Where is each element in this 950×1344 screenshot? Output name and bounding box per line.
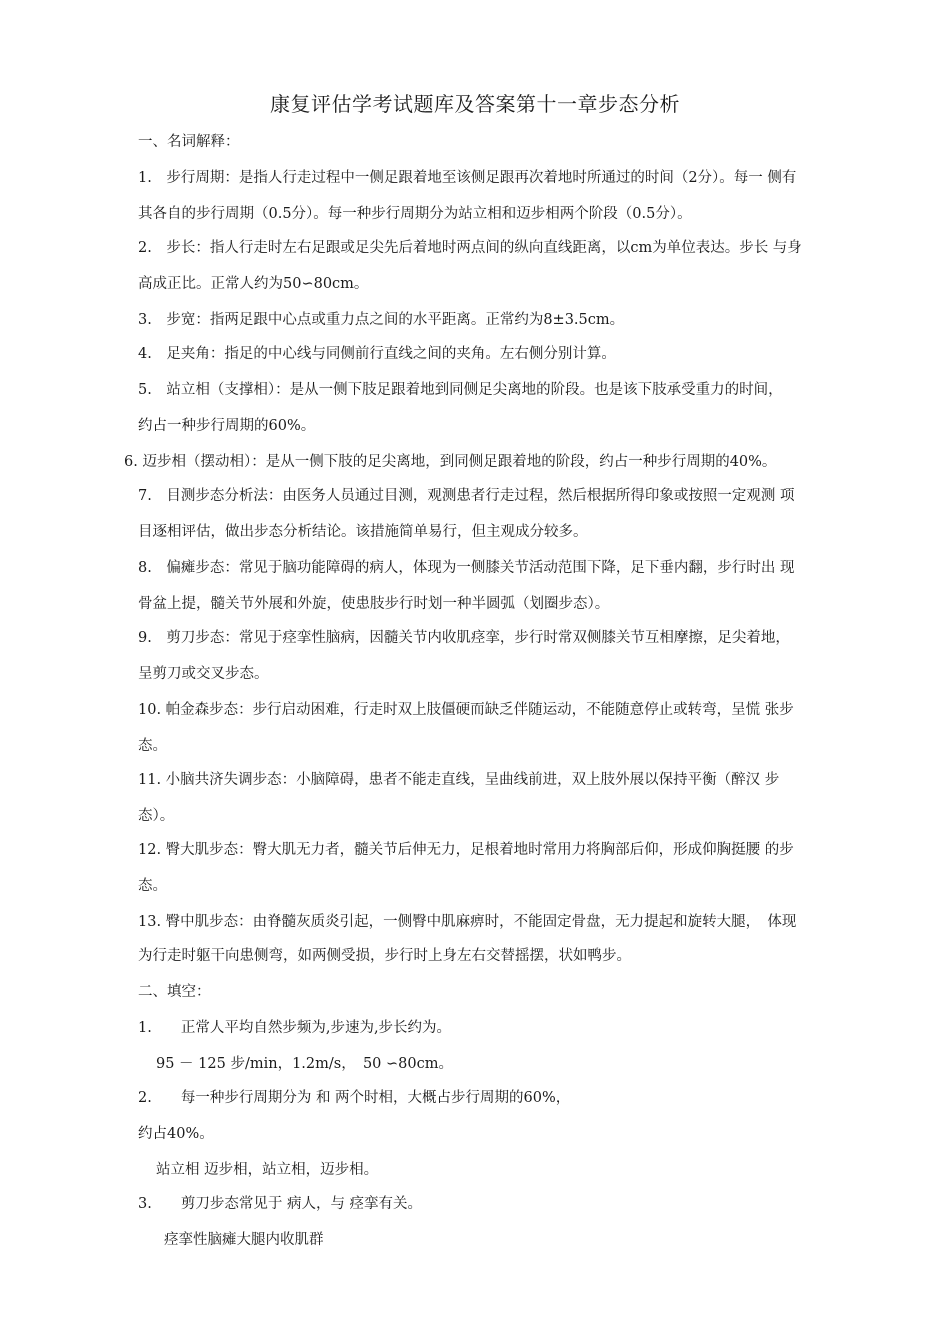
definition-10-line-1: 10. 帕金森步态：步行启动困难，行走时双上肢僵硬而缺乏伴随运动，不能随意停止或转弯，呈慌 张步: [138, 702, 794, 718]
definition-11-line-1: 11. 小脑共济失调步态：小脑障碍，患者不能走直线，呈曲线前进，双上肢外展以保持平衡（醉汉 步: [138, 772, 780, 788]
definition-5-line-2: 约占一种步行周期的60%。: [138, 418, 316, 434]
definition-12-line-2: 态。: [138, 878, 167, 894]
definition-12-line-1: 12. 臀大肌步态：臀大肌无力者，髓关节后伸无力，足根着地时常用力将胸部后仰，形成仰胸挺腰 的步: [138, 842, 794, 858]
definition-7-line-2: 目逐相评估，做出步态分析结论。该措施简单易行，但主观成分较多。: [138, 524, 588, 540]
definition-5-line-1: 5. 站立相（支撑相）：是从一侧下肢足跟着地到同侧足尖离地的阶段。也是该下肢承受重力的时间，: [138, 382, 783, 398]
fill-in-3-question: 3. 剪刀步态常见于 病人，与 痉挛有关。: [138, 1196, 423, 1212]
section-heading-fill-in: 二、填空：: [138, 984, 211, 1000]
definition-9-line-1: 9. 剪刀步态：常见于痉挛性脑病，因髓关节内收肌痉挛，步行时常双侧膝关节互相摩擦，足尖着地，: [138, 630, 790, 646]
fill-in-1-answer: 95 － 125 步/min，1.2m/s， 50 ∽80cm。: [156, 1056, 453, 1072]
fill-in-2-question-line-1: 2. 每一种步行周期分为 和 两个时相，大概占步行周期的60%，: [138, 1090, 571, 1106]
definition-1-line-1: 1. 步行周期：是指人行走过程中一侧足跟着地至该侧足跟再次着地时所通过的时间（2分）。每一 侧有: [138, 170, 797, 186]
definition-4: 4. 足夹角：指足的中心线与同侧前行直线之间的夹角。左右侧分别计算。: [138, 346, 616, 362]
definition-2-line-2: 高成正比。正常人约为50∽80cm。: [138, 276, 369, 292]
definition-9-line-2: 呈剪刀或交叉步态。: [138, 666, 269, 682]
definition-1-line-2: 其各自的步行周期（0.5分）。每一种步行周期分为站立相和迈步相两个阶段（0.5分）。: [138, 206, 692, 222]
fill-in-3-answer: 痉挛性脑瘫大腿内收肌群: [164, 1232, 324, 1248]
definition-11-line-2: 态）。: [138, 808, 175, 824]
definition-10-line-2: 态。: [138, 738, 167, 754]
definition-8-line-1: 8. 偏瘫步态：常见于脑功能障碍的病人，体现为一侧膝关节活动范围下降，足下垂内翻，步行时出 现: [138, 560, 795, 576]
definition-6: 6. 迈步相（摆动相）：是从一侧下肢的足尖离地，到同侧足跟着地的阶段，约占一种步行周期的40%。: [124, 454, 777, 470]
fill-in-2-question-line-2: 约占40%。: [138, 1126, 214, 1142]
fill-in-2-answer: 站立相 迈步相，站立相，迈步相。: [156, 1162, 379, 1178]
definition-13-line-2: 为行走时躯干向患侧弯，如两侧受损，步行时上身左右交替摇摆，状如鸭步。: [138, 948, 631, 964]
definition-2-line-1: 2. 步长：指人行走时左右足跟或足尖先后着地时两点间的纵向直线距离，以cm为单位表达。步长 与身: [138, 240, 802, 256]
definition-8-line-2: 骨盆上提，髓关节外展和外旋，使患肢步行时划一种半圆弧（划圈步态）。: [138, 596, 610, 612]
section-heading-definitions: 一、名词解释：: [138, 134, 240, 150]
document-title: 康复评估学考试题库及答案第十一章步态分析: [270, 92, 680, 116]
definition-3: 3. 步宽：指两足跟中心点或重力点之间的水平距离。正常约为8±3.5cm。: [138, 312, 625, 328]
fill-in-1-question: 1. 正常人平均自然步频为,步速为,步长约为。: [138, 1020, 452, 1036]
definition-7-line-1: 7. 目测步态分析法：由医务人员通过目测，观测患者行走过程，然后根据所得印象或按照一定观测 项: [138, 488, 795, 504]
definition-13-line-1: 13. 臀中肌步态：由脊髓灰质炎引起，一侧臀中肌麻痹时，不能固定骨盘，无力提起和旋转大腿， 体现: [138, 914, 797, 930]
